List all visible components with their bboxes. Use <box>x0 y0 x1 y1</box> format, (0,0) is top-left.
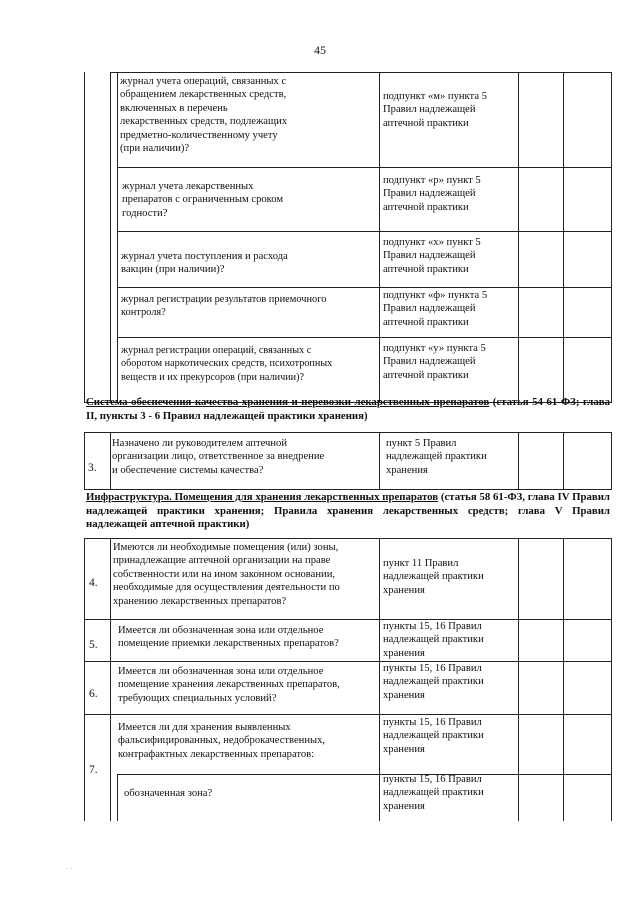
question-cell: обозначенная зона? <box>124 788 213 799</box>
reference-cell: пункты 15, 16 Правил надлежащей практики хранения <box>383 621 484 659</box>
row-number: 4. <box>89 577 98 589</box>
reference-cell: пункты 15, 16 Правил надлежащей практики хранения <box>383 717 484 755</box>
scan-speck: . . <box>66 862 72 871</box>
row-number: 3. <box>88 462 97 474</box>
reference-cell: пункты 15, 16 Правил надлежащей практики хранения <box>383 663 484 701</box>
question-cell: журнал регистрации операций, связанных с оборотом наркотических средств, психотропных веществ и их прекурсоров (при наличии)? <box>121 345 333 383</box>
question-cell: Назначено ли руководителем аптечной организации лицо, ответственное за внедрение и обеспечение системы качества? <box>112 438 325 476</box>
row-number: 6. <box>89 688 98 700</box>
question-cell: журнал учета поступления и расхода вакцин (при наличии)? <box>121 251 288 276</box>
row-number: 7. <box>89 764 98 776</box>
question-cell: Имеется ли для хранения выявленных фальсифицированных, недоброкачественных, контрафактных лекарственных препаратов: <box>118 722 326 760</box>
question-cell: журнал регистрации результатов приемочного контроля? <box>121 294 327 319</box>
row-number: 5. <box>89 639 98 651</box>
section-header-infrastructure <box>86 491 610 532</box>
reference-cell: подпункт «м» пункта 5 Правил надлежащей аптечной практики <box>383 91 487 129</box>
section-subtitle: (статья 58 61-ФЗ, глава IV Правил надлежащей практики хранения; Правила хранения лекарственных средств; глава V Правил надлежащей аптечной практики) <box>86 491 610 531</box>
reference-cell: пункт 11 Правил надлежащей практики хранения <box>383 558 484 596</box>
section-title: Инфраструктура. Помещения для хранения лекарственных препаратов <box>86 491 439 503</box>
reference-cell: пункты 15, 16 Правил надлежащей практики хранения <box>383 774 484 812</box>
section-header-quality <box>86 396 610 423</box>
reference-cell: пункт 5 Правил надлежащей практики хранения <box>386 438 487 476</box>
reference-cell: подпункт «х» пункт 5 Правил надлежащей аптечной практики <box>383 237 481 275</box>
reference-cell: подпункт «у» пункта 5 Правил надлежащей аптечной практики <box>383 343 486 381</box>
question-cell: Имеется ли обозначенная зона или отдельное помещение хранения лекарственных препаратов, требующих специальных условий? <box>118 666 340 704</box>
section-subtitle: (статья 54 61-ФЗ; глава II, пункты 3 - 6 Правил надлежащей практики хранения) <box>86 396 610 422</box>
question-cell: Имеется ли обозначенная зона или отдельное помещение приемки лекарственных препаратов? <box>118 625 339 650</box>
question-cell: журнал учета операций, связанных с обращением лекарственных средств, включенных в перечень лекарственных средств, подлежащих предметно-количественному учету (при наличии)? <box>120 76 288 155</box>
reference-cell: подпункт «ф» пункта 5 Правил надлежащей аптечной практики <box>383 290 488 328</box>
reference-cell: подпункт «р» пункт 5 Правил надлежащей аптечной практики <box>383 175 481 213</box>
question-cell: журнал учета лекарственных препаратов с ограниченным сроком годности? <box>122 181 284 219</box>
page-number: 45 <box>314 43 326 57</box>
question-cell: Имеются ли необходимые помещения (или) зоны, принадлежащие аптечной организации на праве собственности или на ином законном основании, необходимые для осуществления деятельности по хранению лекарственных препаратов? <box>113 542 340 607</box>
section-title: Система обеспечения качества хранения и перевозки лекарственных препаратов <box>86 396 490 408</box>
